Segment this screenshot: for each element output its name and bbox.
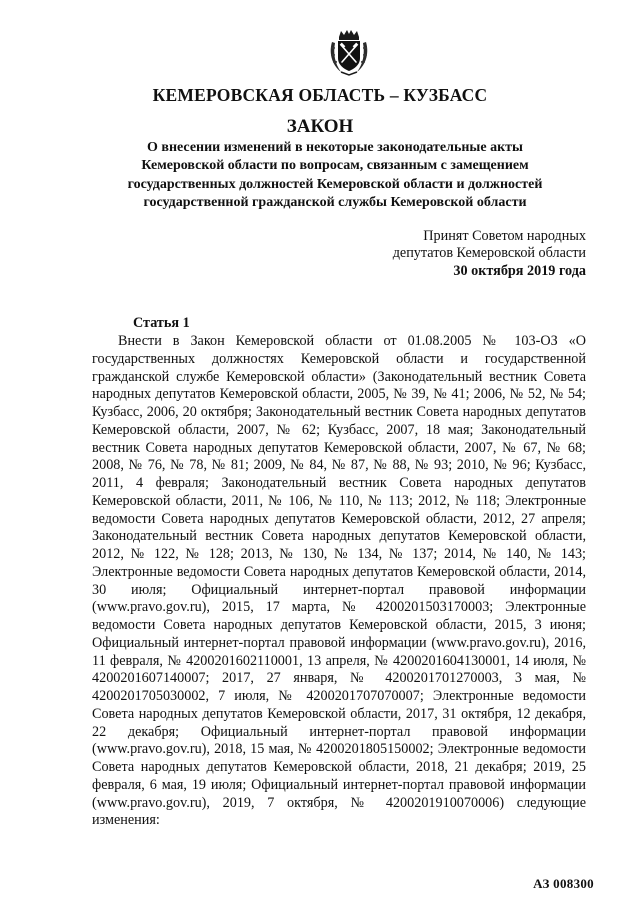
adoption-block <box>393 228 586 280</box>
law-title-line: государственных должностей Кемеровской области и должностей <box>127 176 543 192</box>
adoption-date: 30 октября 2019 года <box>453 262 586 279</box>
region-name: КЕМЕРОВСКАЯ ОБЛАСТЬ – КУЗБАСС <box>152 85 488 105</box>
adoption-line: Принят Советом народных <box>423 228 586 244</box>
document-type: ЗАКОН <box>286 116 354 137</box>
law-title-line: О внесении изменений в некоторые законодательные акты <box>147 140 523 155</box>
article-heading: Статья 1 <box>133 315 190 331</box>
law-title <box>80 139 590 212</box>
article-body: Внести в Закон Кемеровской области от 01.08.2005 № 103-ОЗ «О государственных должностях Кемеровской области и государственной гражданской службе Кемеровской области» (Законодательный вестник Совета народных депутатов Кемеровской области, 2005, № 39, № 41; 2006, № 52, № 54; Кузбасс, 2006, 20 октября; Законодательный вестник Совета народных депутатов Кемеровской области, 2007, № 62; Кузбасс, 2007, 18 мая; Законодательный вестник Совета народных депутатов Кемеровской области, 2007, № 67, № 68; 2008, № 76, № 78, № 81; 2009, № 84, № 87, № 88, № 93; 2010, № 96; Кузбасс, 2011, 4 февраля; Законодательный вестник Совета народных депутатов Кемеровской области, 2011, № 106, № 110, № 113; 2012, № 118; Электронные ведомости Совета народных депутатов Кемеровской области, 2012, 27 апреля; Законодательный вестник Совета народных депутатов Кемеровской области, 2012, № 122, № 128; 2013, № 130, № 134, № 137; 2014, № 140, № 143; Электронные ведомости Совета народных депутатов Кемеровской области, 2014, 30 июля; Официальный интернет-портал правовой информации (www.pravo.gov.ru), 2015, 17 марта, № 4200201503170003; Электронные ведомости Совета народных депутатов Кемеровской области, 2015, 3 июня; Официальный интернет-портал правовой информации (www.pravo.gov.ru), 2016, 11 февраля, № 4200201602110001, 13 апреля, № 4200201604130001, 14 июля, № 4200201607140007; 2017, 27 января, № 4200201701270003, 3 мая, № 4200201705030002, 7 июля, № 4200201707070007; Электронные ведомости Совета народных депутатов Кемеровской области, 2017, 31 октября, 12 декабря, 22 декабря; Официальный интернет-портал правовой информации (www.pravo.gov.ru), 2018, 15 мая, № 4200201805150002; Электронные ведомости Совета народных депутатов Кемеровской области, 2018, 21 декабря; 2019, 25 февраля, 6 мая, 19 июля; Официальный интернет-портал правовой информации (www.pravo.gov.ru), 2019, 7 октября, № 4200201910070006) следующие изменения: <box>92 333 586 829</box>
law-title-line: государственной гражданской службы Кемеровской области <box>143 194 527 210</box>
adoption-line: депутатов Кемеровской области <box>392 245 586 262</box>
kuzbass-coat-of-arms-icon <box>327 28 371 76</box>
form-serial-number: АЗ 008300 <box>533 876 594 891</box>
law-title-line: Кемеровской области по вопросам, связанным с замещением <box>141 158 529 174</box>
